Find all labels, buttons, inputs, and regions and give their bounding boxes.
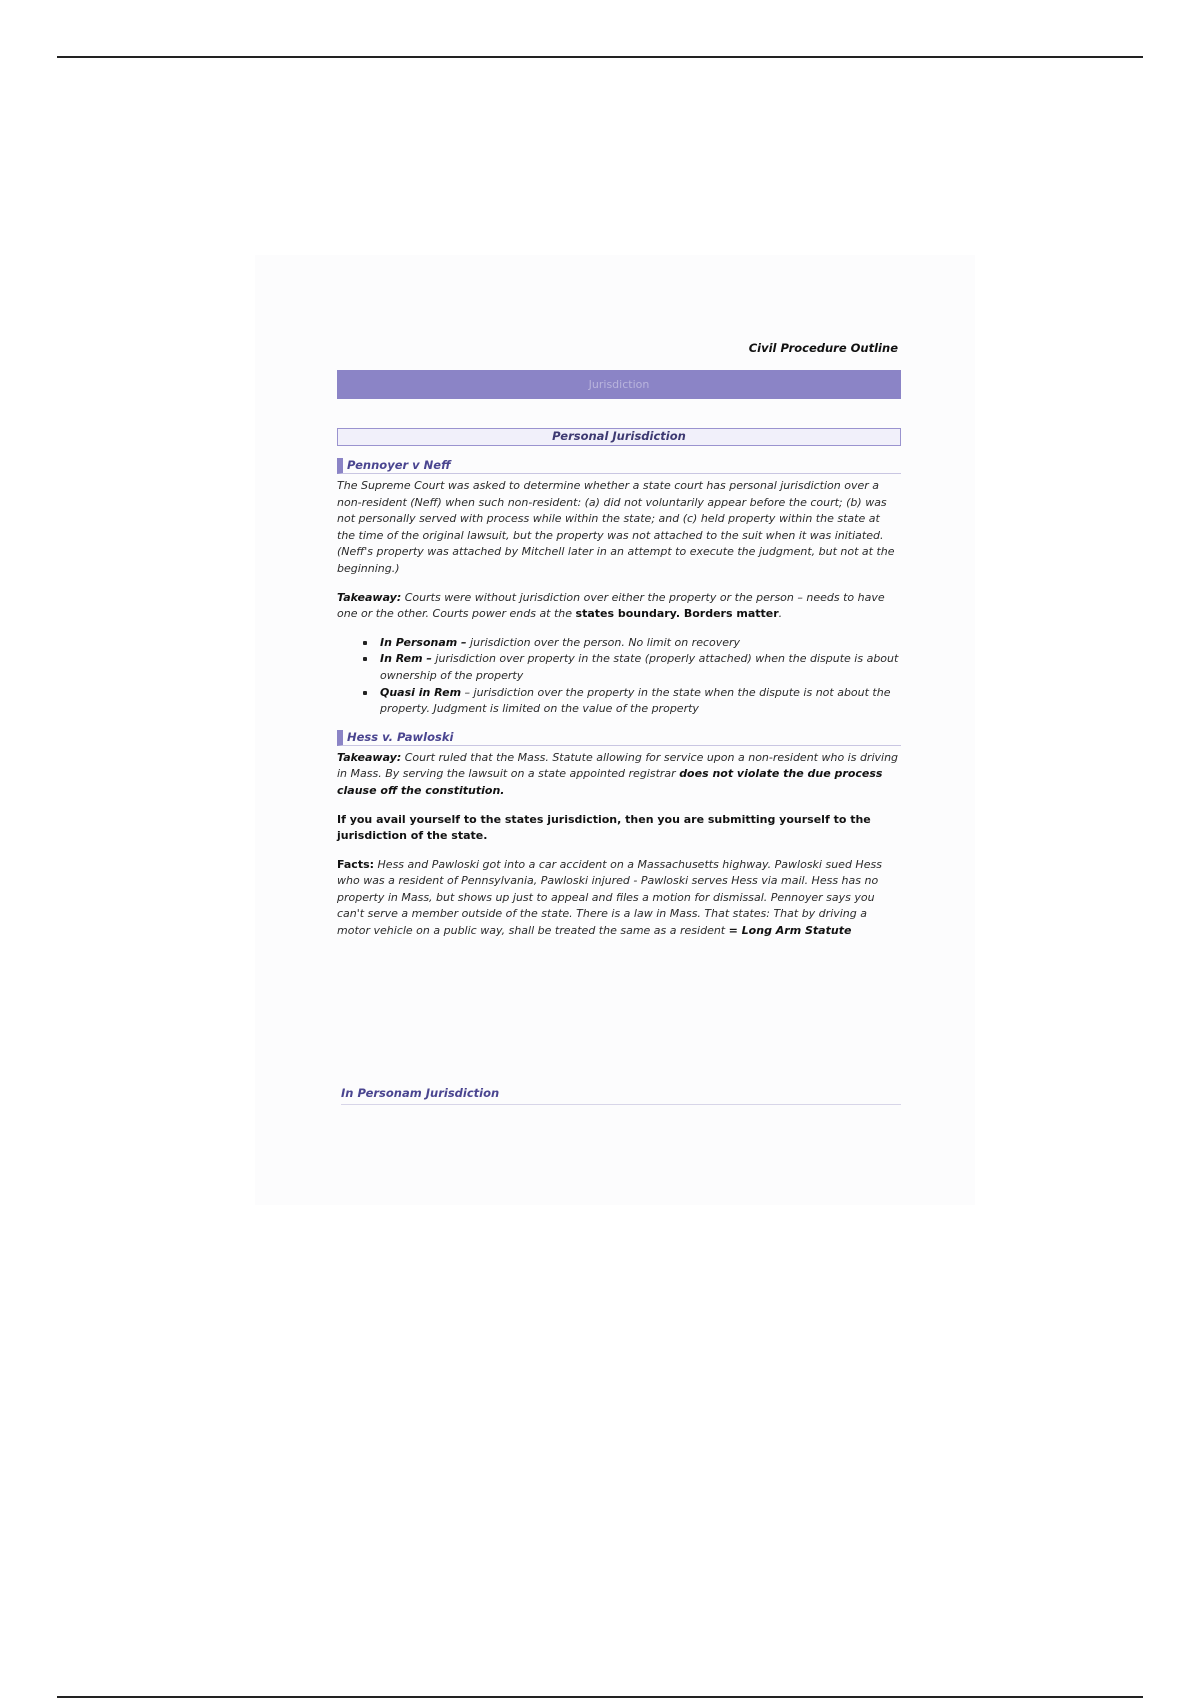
list-item-text: jurisdiction over property in the state (properly attached) when the dispute is about ownership of the property — [380, 652, 899, 682]
list-item — [363, 635, 901, 652]
takeaway-bold: does not violate the due process clause off the constitution. — [337, 767, 883, 797]
pennoyer-takeaway — [337, 590, 901, 623]
list-item — [363, 685, 901, 718]
list-item-text: – jurisdiction over the property in the state when the dispute is not about the property. Judgment is limited on the value of the property — [380, 685, 891, 716]
jurisdiction-types-list — [363, 635, 901, 718]
list-item-term: Quasi in Rem — [380, 685, 462, 699]
takeaway-end: . — [778, 607, 783, 621]
takeaway-label: Takeaway: — [337, 590, 402, 604]
takeaway-text: Court ruled that the Mass. Statute allowing for service upon a non-resident who is driving in Mass. By serving the lawsuit on a state appointed registrar — [337, 750, 899, 781]
hess-facts — [337, 857, 901, 940]
sub-section-title: In Personam Jurisdiction — [341, 1086, 901, 1105]
list-item — [363, 651, 901, 684]
case-heading-hess: Hess v. Pawloski — [337, 730, 901, 746]
case-heading-pennoyer: Pennoyer v Neff — [337, 458, 901, 474]
facts-text: Hess and Pawloski got into a car accident on a Massachusetts highway. Pawloski sued Hess who was a resident of Pennsylvania, Pawloski injured - Pawloski serves Hess via mail. Hess has no property in Mass, but shows up just to appeal and files a motion for dismissal. Pennoyer says you can't serve a member outside of the state. There is a law in Mass. That states: That by driving a motor vehicle on a public way, shall be treated the same as a resident — [337, 857, 882, 938]
section-title: Personal Jurisdiction — [337, 428, 901, 446]
document-body — [337, 340, 901, 940]
avail-statement: If you avail yourself to the states jurisdiction, then you are submitting yourself to the jurisdiction of the state. — [337, 812, 871, 843]
takeaway-text: Courts were without jurisdiction over either the property or the person – needs to have one or the other. Courts power ends at the — [337, 590, 885, 621]
facts-label: Facts: — [337, 857, 375, 871]
list-item-term: In Rem – — [380, 652, 432, 666]
outline-title: Civil Procedure Outline — [748, 341, 898, 355]
takeaway-bold: states boundary. Borders matter — [575, 607, 779, 621]
pennoyer-summary-text: The Supreme Court was asked to determine whether a state court has personal jurisdiction over a non-resident (Neff) when such non-resident: (a) did not voluntarily appear before the court; (b) was not personally served with process while within the state; and (c) held property within the state at the time of the original lawsuit, but the property was not attached to the suit when it was initiated. (Neff's property was attached by Mitchell later in an attempt to execute the judgment, but not at the beginning.) — [337, 479, 895, 575]
list-item-term: In Personam – — [380, 635, 467, 649]
pennoyer-summary — [337, 478, 901, 578]
list-item-text: jurisdiction over the person. No limit on recovery — [466, 635, 741, 649]
facts-bold: = Long Arm Statute — [728, 924, 852, 938]
bottom-rule — [57, 1696, 1143, 1698]
top-rule — [57, 56, 1143, 58]
takeaway-label: Takeaway: — [337, 750, 402, 764]
chapter-band: Jurisdiction — [337, 370, 901, 399]
hess-takeaway — [337, 750, 901, 800]
